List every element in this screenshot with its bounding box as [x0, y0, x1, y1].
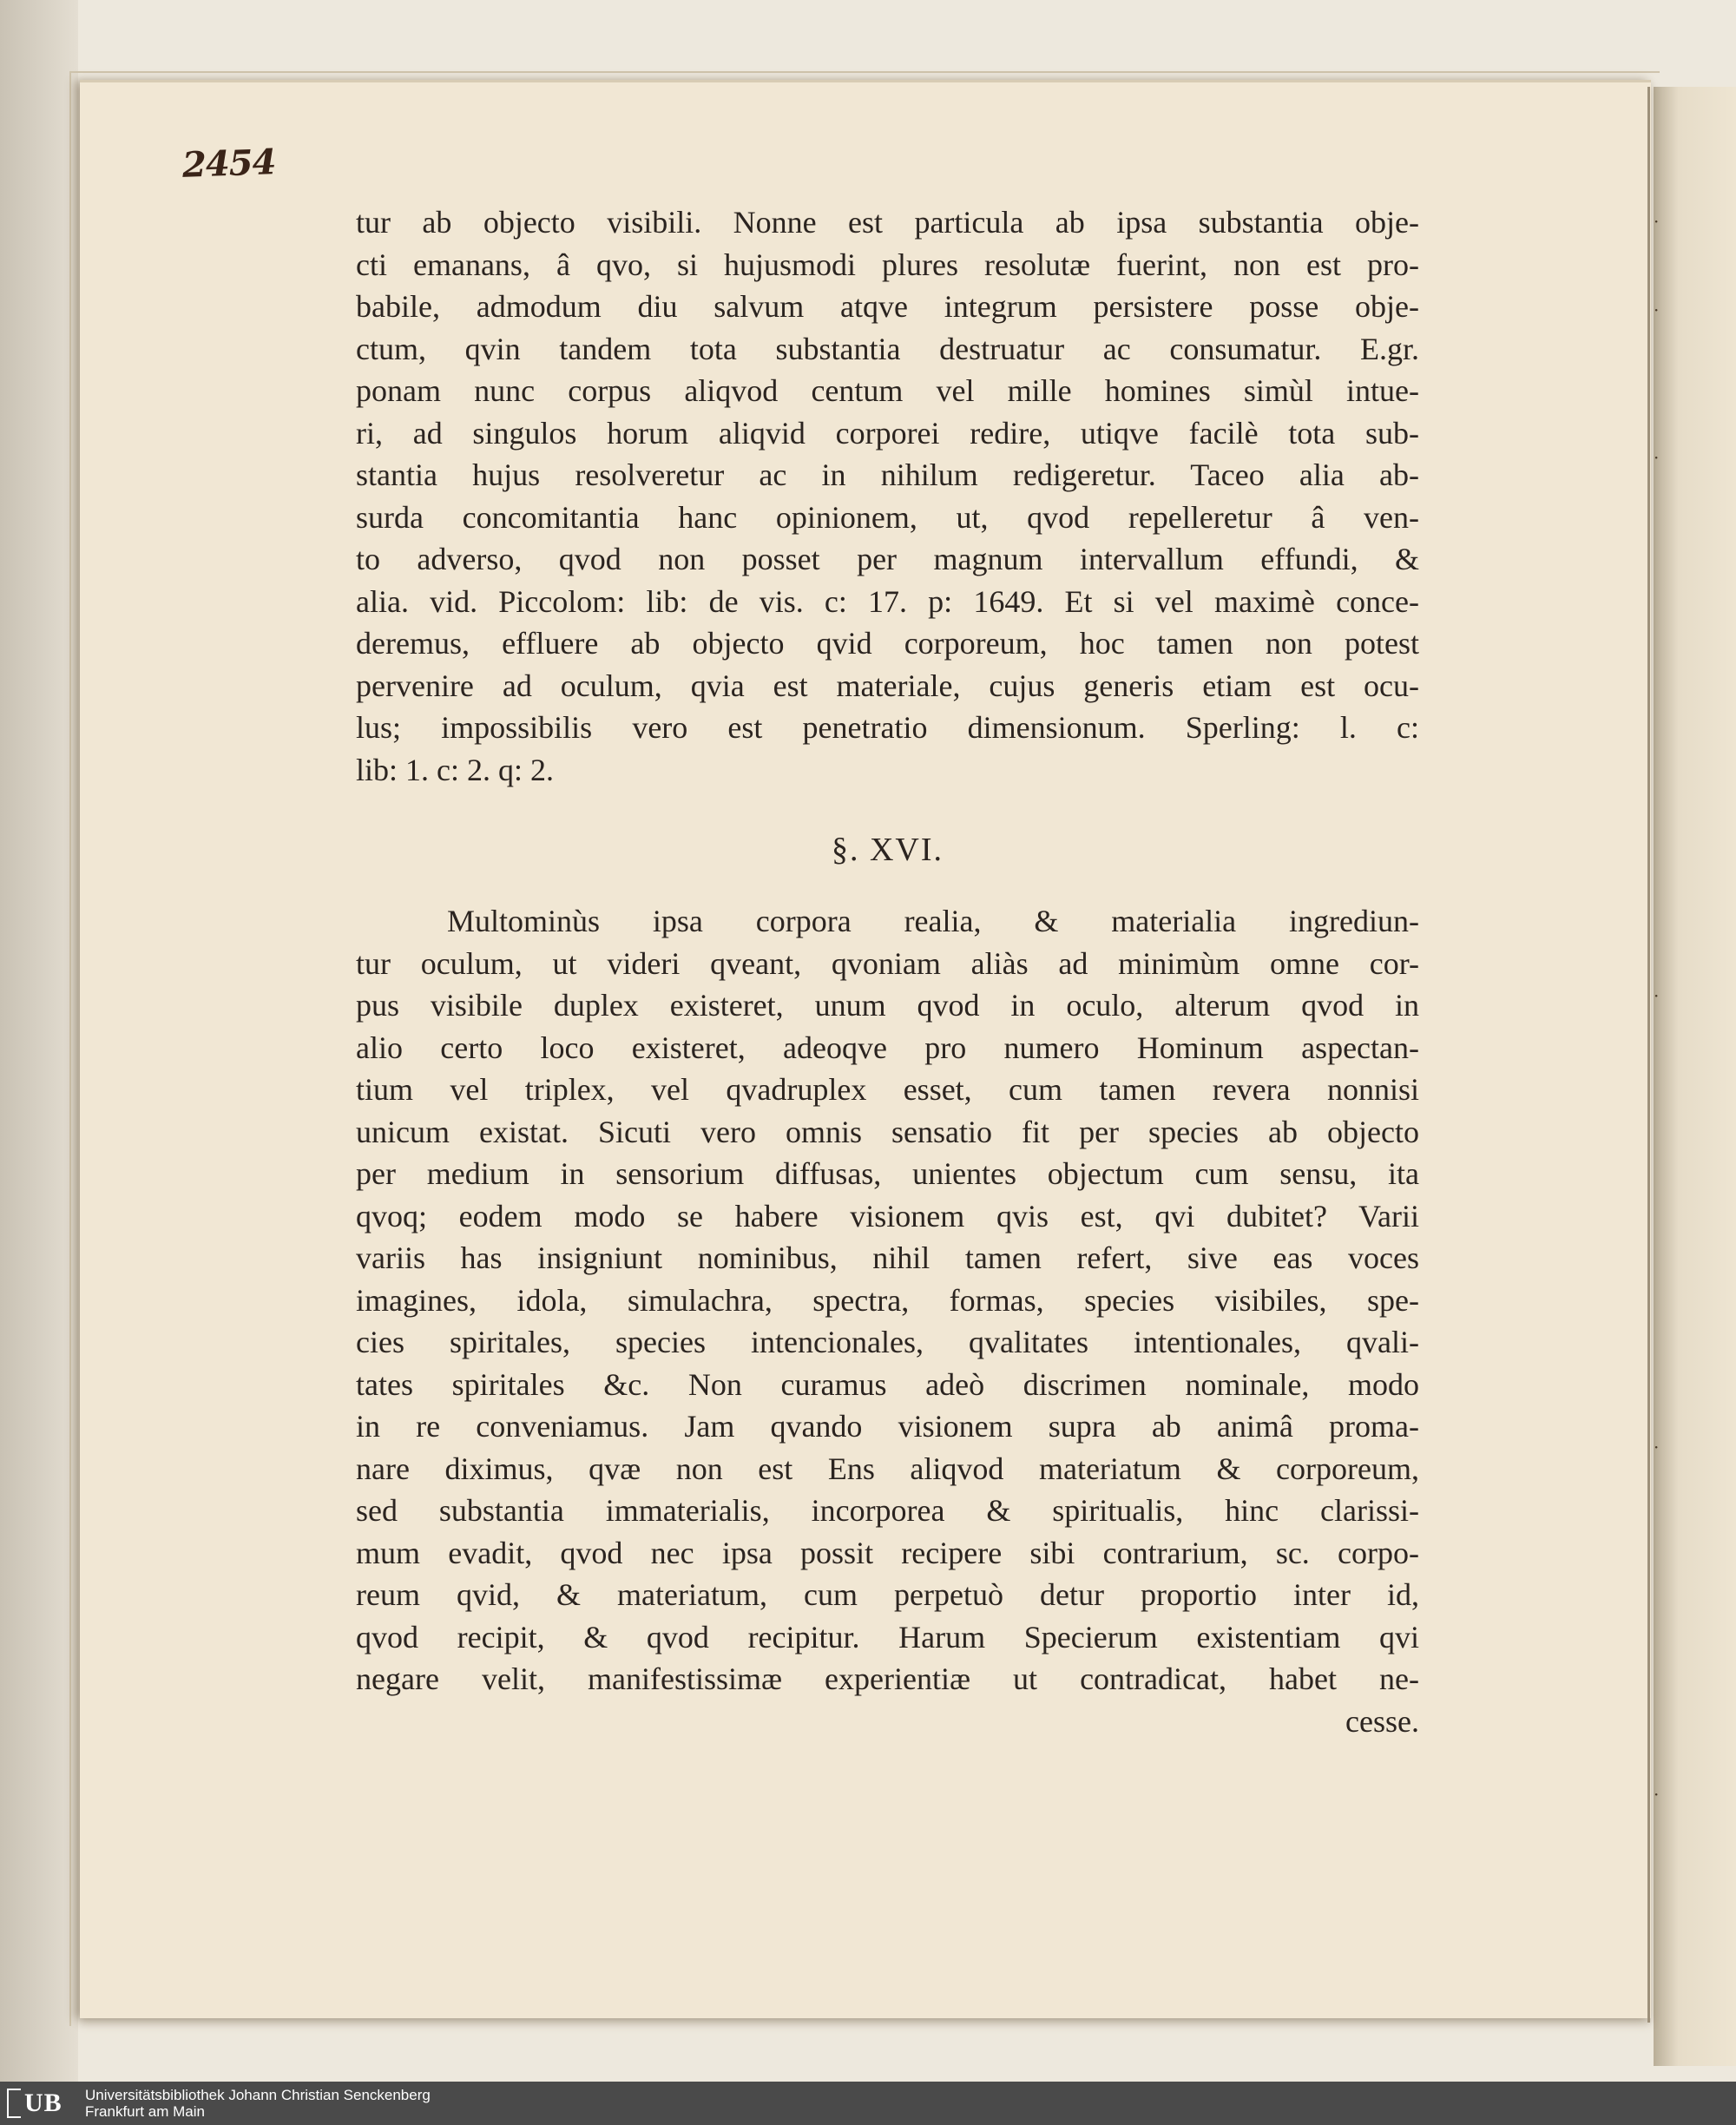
text-line: surda concomitantia hanc opinionem, ut, qvod repelleretur â ven- [356, 499, 1419, 535]
text-line: to adverso, qvod non posset per magnum intervallum effundi, & [356, 542, 1419, 576]
footer-bar [0, 2082, 1736, 2125]
text-line: ctum, qvin tandem tota substantia destruatur ac consumatur. E.gr. [356, 331, 1419, 366]
text-line: lus; impossibilis vero est penetratio dimensionum. Sperling: l. c: [356, 710, 1419, 745]
text-line: tium vel triplex, vel qvadruplex esset, cum tamen revera nonnisi [356, 1072, 1419, 1107]
text-line: unicum existat. Sicuti vero omnis sensatio fit per species ab objecto [356, 1114, 1419, 1149]
text-line: babile, admodum diu salvum atqve integrum persistere posse obje- [356, 289, 1419, 324]
institution-line-1: Universitätsbibliothek Johann Christian Senckenberg [85, 2087, 431, 2103]
text-line: tates spiritales &c. Non curamus adeò discrimen nominale, modo [356, 1366, 1419, 1402]
adjacent-page-mark: · [1654, 1784, 1660, 1805]
text-line: cti emanans, â qvo, si hujusmodi plures resolutæ fuerint, non est pro- [356, 247, 1419, 282]
adjacent-page-edge [1654, 87, 1736, 2066]
text-line: cesse. [1345, 1703, 1419, 1739]
text-line: stantia hujus resolveretur ac in nihilum redigeretur. Taceo alia ab- [356, 457, 1419, 492]
institution-name [85, 2087, 431, 2120]
text-line: cies spiritales, species intencionales, qvalitates intentionales, qvali- [356, 1325, 1419, 1359]
text-line: nare diximus, qvæ non est Ens aliqvod materiatum & corporeum, [356, 1451, 1419, 1486]
adjacent-page-mark: · [1654, 299, 1660, 320]
text-line: reum qvid, & materiatum, cum perpetuò detur proportio inter id, [356, 1577, 1419, 1612]
text-line: ri, ad singulos horum aliqvid corporei redire, utiqve facilè tota sub- [356, 415, 1419, 451]
paragraph-continued [356, 201, 1419, 791]
page-gutter [1647, 87, 1650, 2023]
text-line: qvoq; eodem modo se habere visionem qvis est, qvi dubitet? Varii [356, 1198, 1419, 1234]
institution-line-2: Frankfurt am Main [85, 2103, 205, 2120]
text-line: alio certo loco existeret, adeoqve pro numero Hominum aspectan- [356, 1030, 1419, 1065]
text-line: alia. vid. Piccolom: lib: de vis. c: 17. p: 1649. Et si vel maximè conce- [356, 583, 1419, 619]
adjacent-page-mark: · [1654, 985, 1660, 1006]
text-line: ponam nunc corpus aliqvod centum vel mille homines simùl intue- [356, 373, 1419, 408]
section-heading: §. XVI. [831, 832, 944, 868]
text-line: imagines, idola, simulachra, spectra, formas, species visibiles, spe- [356, 1282, 1419, 1318]
paragraph-section-xvi [356, 900, 1419, 1742]
text-line: tur oculum, ut videri qveant, qvoniam aliàs ad minimùm omne cor- [356, 945, 1419, 981]
text-line: negare velit, manifestissimæ experientiæ ut contradicat, habet ne- [356, 1661, 1419, 1696]
text-line: variis has insigniunt nominibus, nihil tamen refert, sive eas voces [356, 1240, 1419, 1275]
adjacent-page-mark: · [1654, 447, 1660, 468]
text-line: Multominùs ipsa corpora realia, & materialia ingrediun- [447, 904, 1419, 938]
text-line: sed substantia immaterialis, incorporea & spiritualis, hinc clarissi- [356, 1493, 1419, 1528]
text-line: in re conveniamus. Jam qvando visionem supra ab animâ proma- [356, 1409, 1419, 1444]
library-logo-mark-icon [7, 2089, 21, 2118]
text-line: lib: 1. c: 2. q: 2. [356, 752, 554, 787]
text-line: deremus, effluere ab objecto qvid corporeum, hoc tamen non potest [356, 626, 1419, 661]
library-logo [7, 2087, 62, 2120]
library-logo-text: UB [24, 2089, 62, 2117]
body-text [356, 201, 1419, 1742]
adjacent-page-mark: · [1654, 211, 1660, 232]
text-line: qvod recipit, & qvod recipitur. Harum Specierum existentiam qvi [356, 1619, 1419, 1655]
text-line: mum evadit, qvod nec ipsa possit recipere sibi contrarium, sc. corpo- [356, 1535, 1419, 1570]
adjacent-page-mark: · [1654, 1437, 1660, 1457]
text-line: tur ab objecto visibili. Nonne est particula ab ipsa substantia obje- [356, 205, 1419, 240]
text-line: per medium in sensorium diffusas, unientes objectum cum sensu, ita [356, 1156, 1419, 1191]
text-line: pervenire ad oculum, qvia est materiale, cujus generis etiam est ocu- [356, 668, 1419, 703]
text-line: pus visibile duplex existeret, unum qvod in oculo, alterum qvod in [356, 988, 1419, 1023]
page-number: 2454 [181, 141, 277, 186]
